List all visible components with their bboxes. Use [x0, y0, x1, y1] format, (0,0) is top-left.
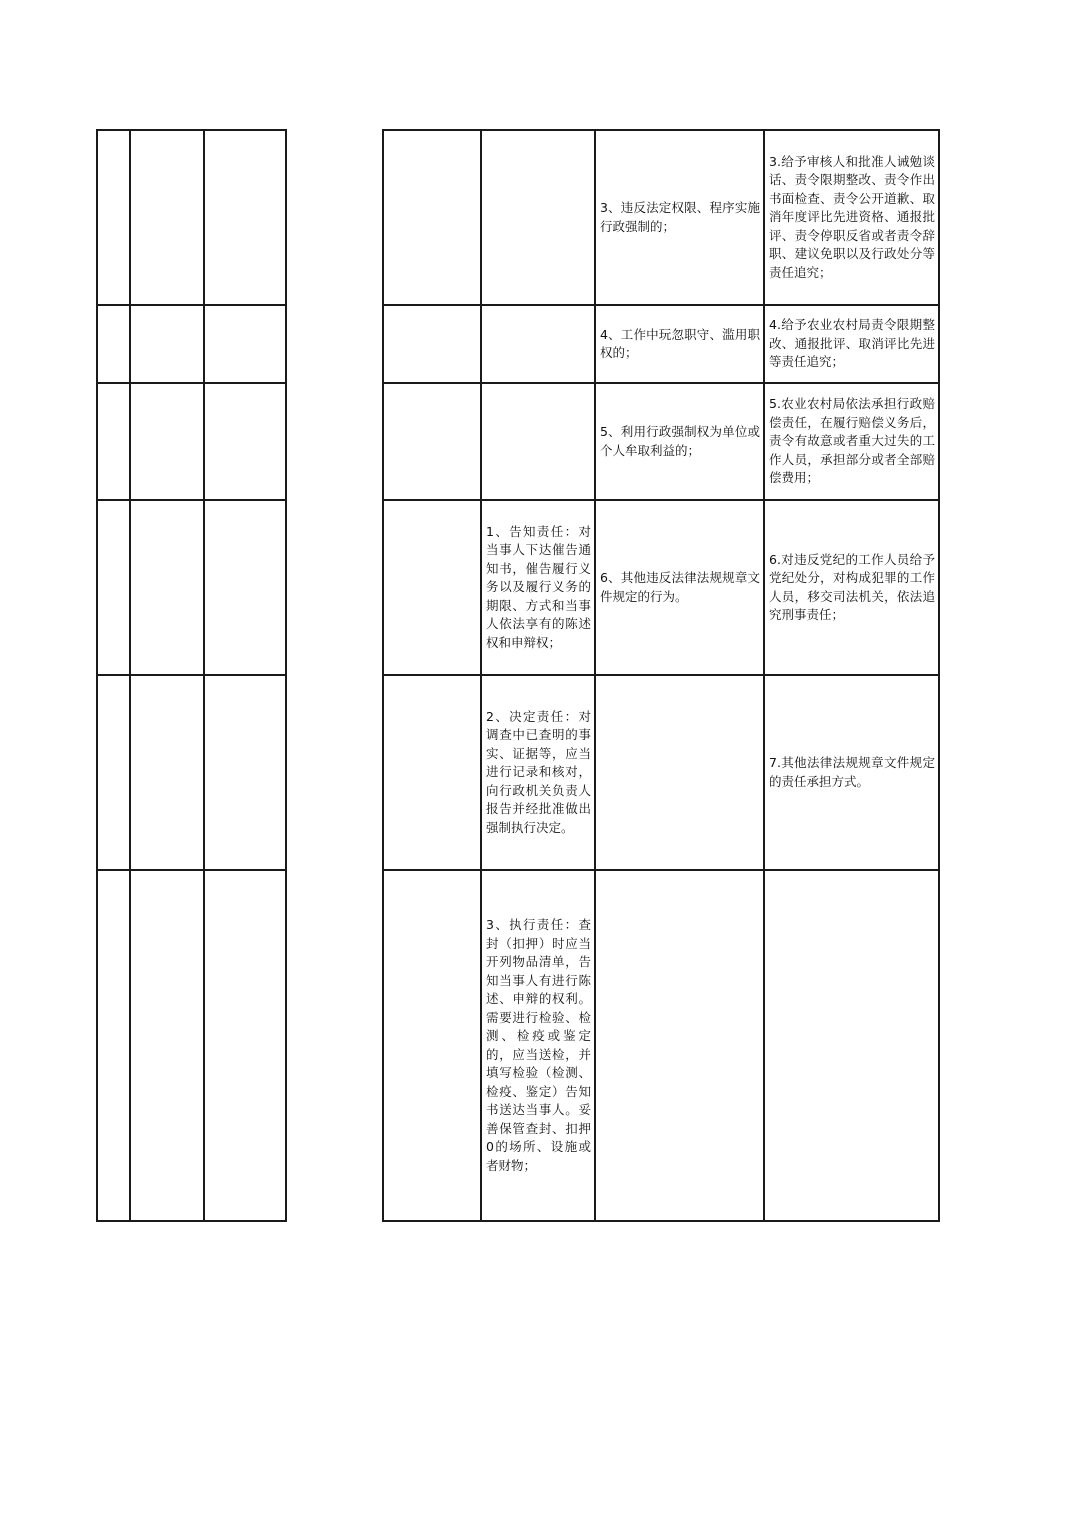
table-row: [97, 870, 286, 1221]
table-cell: [204, 305, 286, 383]
liability-cell: 7.其他法律法规规章文件规定的责任承担方式。: [764, 675, 939, 870]
table-cell: [383, 870, 481, 1221]
table-cell: [383, 500, 481, 675]
table-row: [97, 130, 286, 305]
violation-cell: [595, 870, 764, 1221]
step-cell: 3、执行责任：查封（扣押）时应当开列物品清单，告知当事人有进行陈述、申辩的权利。需要进行检验、检测、检疫或鉴定的，应当送检，并填写检验（检测、检疫、鉴定）告知书送达当事人。妥善保管查封、扣押0的场所、设施或者财物；: [481, 870, 595, 1221]
table-cell: [204, 130, 286, 305]
table-row: [383, 305, 939, 383]
table-row: [383, 870, 939, 1221]
table-cell: [204, 675, 286, 870]
liability-cell: [764, 870, 939, 1221]
table-cell: [204, 383, 286, 500]
table-row: [383, 383, 939, 500]
step-cell: 2、决定责任：对调查中已查明的事实、证据等，应当进行记录和核对，向行政机关负责人报告并经批准做出强制执行决定。: [481, 675, 595, 870]
table-row: [383, 675, 939, 870]
violation-cell: 3、违反法定权限、程序实施行政强制的；: [595, 130, 764, 305]
step-cell: [481, 130, 595, 305]
step-cell: [481, 305, 595, 383]
step-cell: [481, 383, 595, 500]
table-cell: [383, 675, 481, 870]
table-row: [383, 130, 939, 305]
liability-cell: 3.给予审核人和批准人诫勉谈话、责令限期整改、责令作出书面检查、责令公开道歉、取消年度评比先进资格、通报批评、责令停职反省或者责令辞职、建议免职以及行政处分等责任追究；: [764, 130, 939, 305]
table-row: [97, 500, 286, 675]
table-cell: [97, 130, 130, 305]
table-cell: [204, 500, 286, 675]
table-row: [97, 675, 286, 870]
table-cell: [130, 870, 204, 1221]
table-cell: [130, 675, 204, 870]
table-cell: [130, 305, 204, 383]
violation-cell: 5、利用行政强制权为单位或个人牟取利益的；: [595, 383, 764, 500]
violation-cell: 6、其他违反法律法规规章文件规定的行为。: [595, 500, 764, 675]
table-cell: [383, 305, 481, 383]
left-table: [96, 129, 287, 1222]
table-cell: [383, 383, 481, 500]
table-cell: [97, 870, 130, 1221]
table-cell: [130, 500, 204, 675]
table-row: [97, 305, 286, 383]
violation-cell: 4、工作中玩忽职守、滥用职权的；: [595, 305, 764, 383]
violation-cell: [595, 675, 764, 870]
table-cell: [97, 675, 130, 870]
table-cell: [130, 130, 204, 305]
step-cell: 1、告知责任：对当事人下达催告通知书，催告履行义务以及履行义务的期限、方式和当事人依法享有的陈述权和申辩权；: [481, 500, 595, 675]
table-cell: [383, 130, 481, 305]
liability-cell: 6.对违反党纪的工作人员给予党纪处分，对构成犯罪的工作人员，移交司法机关，依法追究刑事责任；: [764, 500, 939, 675]
table-cell: [204, 870, 286, 1221]
table-cell: [97, 500, 130, 675]
right-table: [382, 129, 940, 1222]
liability-cell: 4.给予农业农村局责令限期整改、通报批评、取消评比先进等责任追究；: [764, 305, 939, 383]
table-row: [97, 383, 286, 500]
table-row: [383, 500, 939, 675]
table-cell: [130, 383, 204, 500]
table-cell: [97, 305, 130, 383]
table-cell: [97, 383, 130, 500]
liability-cell: 5.农业农村局依法承担行政赔偿责任，在履行赔偿义务后，责令有故意或者重大过失的工作人员，承担部分或者全部赔偿费用；: [764, 383, 939, 500]
